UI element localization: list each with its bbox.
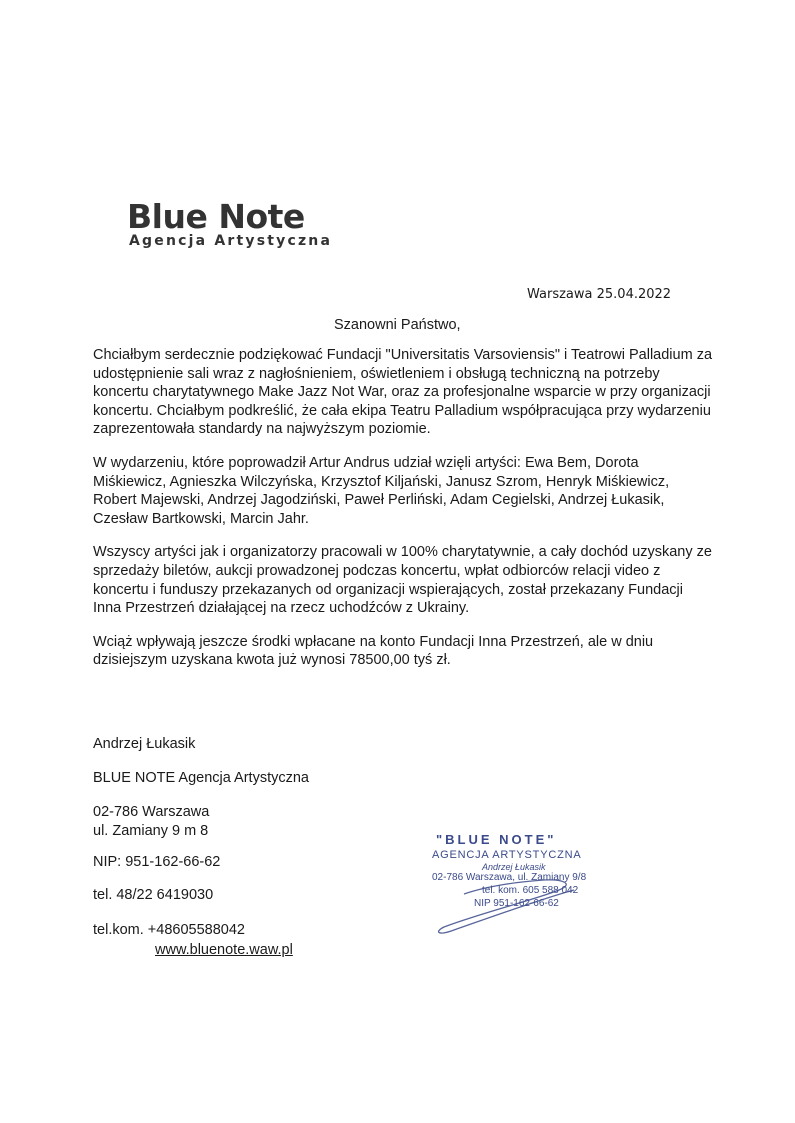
paragraph: Wciąż wpływają jeszcze środki wpłacane na konto Fundacji Inna Przestrzeń, ale w dniu dzisiejszym uzyskana kwota już wynosi 78500,00 tyś zł. — [93, 633, 654, 669]
signature-address — [93, 803, 413, 840]
letterhead-logo — [127, 198, 332, 249]
signature-telkom: tel.kom. +48605588042 — [93, 922, 245, 938]
logo-subtitle: Agencja Artystyczna — [129, 233, 333, 249]
signature-company: BLUE NOTE Agencja Artystyczna — [93, 770, 309, 786]
stamp-line: tel. kom. 605 588 042 — [482, 885, 579, 896]
paragraph: Chciałbym serdecznie podziękować Fundacji "Universitatis Varsoviensis" i Teatrowi Palladium za udostępnienie sali wraz z nagłośnieniem, oświetleniem i obsługą techniczną na potrzeby koncertu charytatywnego Make Jazz Not War, oraz za profesjonalne wsparcie w przy organizacji koncertu. Chciałbym podkreślić, że cała ekipa Teatru Palladium współpracująca przy wydarzeniu zaprezentowała standardy na najwyższym poziomie. — [93, 347, 713, 438]
stamp-line: AGENCJA ARTYSTYCZNA — [432, 849, 582, 861]
stamp-line: NIP 951-162-66-62 — [474, 898, 559, 909]
stamp-line: 02-786 Warszawa, ul. Zamiany 9/8 — [432, 872, 587, 883]
salutation: Szanowni Państwo, — [334, 317, 461, 333]
letter-body — [93, 346, 715, 685]
signature-name: Andrzej Łukasik — [93, 736, 196, 752]
postal-city: 02-786 Warszawa — [93, 804, 210, 820]
paragraph: W wydarzeniu, które poprowadził Artur Andrus udział wzięli artyści: Ewa Bem, Dorota Miśkiewicz, Agnieszka Wilczyńska, Krzysztof Kiljański, Janusz Szrom, Henryk Miśkiewicz, Robert Majewski, Andrzej Jagodziński, Paweł Perliński, Adam Cegielski, Andrzej Łukasik, Czesław Bartkowski, Marcin Jahr. — [93, 454, 670, 527]
logo-title: Blue Note — [127, 197, 305, 236]
signature-tel: tel. 48/22 6419030 — [93, 887, 214, 903]
signature-nip: NIP: 951-162-66-62 — [93, 854, 221, 870]
stamp-line: Andrzej Łukasik — [482, 862, 546, 872]
website-link[interactable]: www.bluenote.waw.pl — [155, 942, 293, 958]
street: ul. Zamiany 9 m 8 — [93, 822, 209, 839]
signature-scribble-icon — [424, 832, 624, 942]
company-stamp — [424, 832, 624, 942]
stamp-line: "BLUE NOTE" — [436, 832, 557, 847]
paragraph: Wszyscy artyści jak i organizatorzy pracowali w 100% charytatywnie, a cały dochód uzyskany ze sprzedaży biletów, aukcji prowadzonej podczas koncertu, wpłat odbiorców relacji video z koncertu i funduszy przekazanych od organizacji wspierających, został przekazany Fundacji Inna Przestrzeń działającej na rzecz uchodźców z Ukrainy. — [93, 544, 712, 617]
letter-date: Warszawa 25.04.2022 — [527, 287, 672, 302]
